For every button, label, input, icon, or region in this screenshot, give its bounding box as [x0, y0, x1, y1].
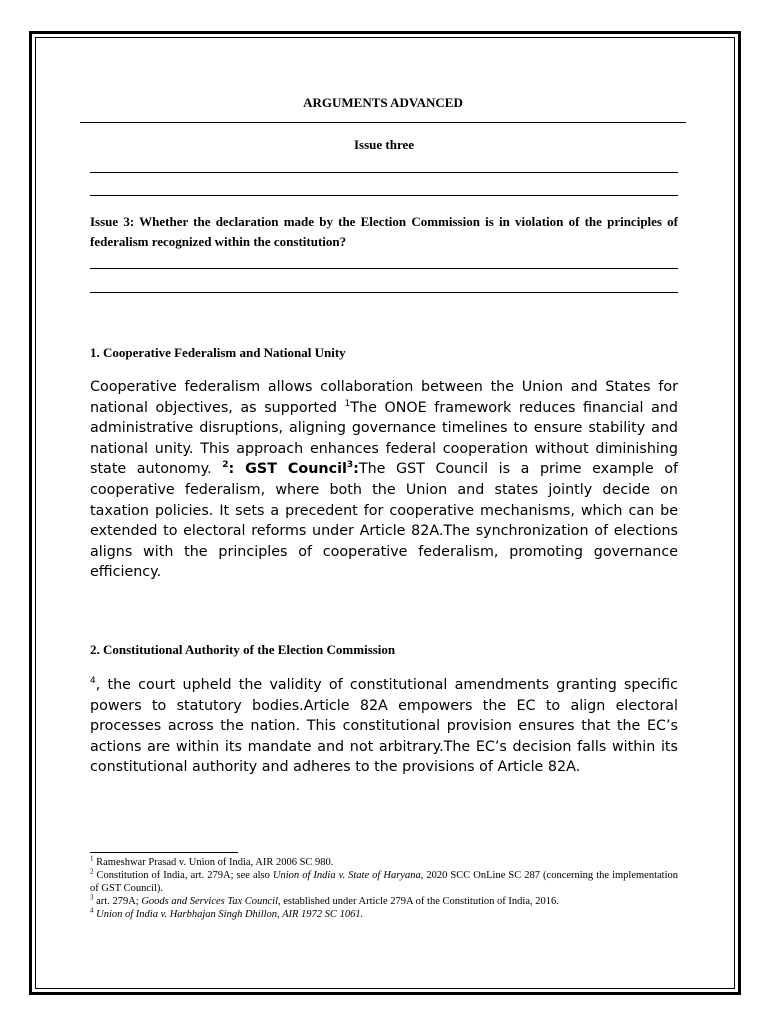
paragraph-text: The ONOE framework reduces financial and administrative disruptions, aligning governance timelines to ensure stability and national unity. This approach enhances federal cooperation without diminishing state autonomy. — [90, 399, 678, 478]
footnotes — [90, 856, 678, 921]
section-heading: 2. Constitutional Authority of the Election Commission — [90, 642, 396, 657]
paragraph-text: : GST Council — [228, 461, 347, 478]
divider — [90, 268, 678, 269]
footnote: $^3$ art. 279A; Goods and Services Tax Council, established under Article 279A of the Constitution of India, 2016. — [90, 893, 559, 907]
footnote-separator — [90, 852, 238, 853]
paragraph-text: : — [353, 461, 359, 478]
section-heading: 1. Cooperative Federalism and National Unity — [90, 345, 346, 360]
footnote-ref[interactable]: 4 — [90, 676, 96, 687]
paragraph-text: Cooperative federalism allows collaboration between the Union and States for national objectives, as supported — [90, 379, 678, 416]
paragraph-text: , the court upheld the validity of constitutional amendments granting specific powers to statutory bodies.Article 82A empowers the EC to align electoral processes across the nation. This constitutional provision ensures that the EC’s actions are within its mandate and not arbitrary.The EC’s decision falls within its constitutional authority and adheres to the provisions of Article 82A. — [90, 677, 678, 776]
footnote: $^1$ Rameshwar Prasad v. Union of India, AIR 2006 SC 980. — [90, 854, 334, 868]
divider — [90, 292, 678, 293]
section-paragraph — [90, 377, 678, 583]
footnote: $^2$ Constitution of India, art. 279A; see also Union of India v. State of Haryana, 2020 SCC OnLine SC 287 (concerning the implementation of GST Council). — [90, 867, 678, 894]
footnote: $^4$ Union of India v. Harbhajan Singh Dhillon, AIR 1972 SC 1061. — [90, 906, 364, 920]
page-title: ARGUMENTS ADVANCED — [303, 95, 463, 110]
divider — [80, 122, 686, 123]
issue-statement: Issue 3: Whether the declaration made by the Election Commission is in violation of the principles of federalism recognized within the constitution? — [90, 214, 678, 249]
footnote-ref[interactable]: 1 — [344, 398, 351, 409]
footnote-ref[interactable]: 2 — [222, 460, 229, 471]
footnote-ref[interactable]: 3 — [346, 460, 354, 471]
divider — [90, 172, 678, 173]
paragraph-text: The GST Council is a prime example of cooperative federalism, where both the Union and states jointly decide on taxation policies. It sets a precedent for cooperative mechanisms, which can be extended to electoral reforms under Article 82A.The synchronization of elections aligns with the principles of cooperative federalism, promoting governance efficiency. — [90, 461, 679, 581]
page-subtitle: Issue three — [353, 137, 415, 152]
divider — [90, 195, 678, 196]
section-paragraph — [90, 675, 678, 778]
